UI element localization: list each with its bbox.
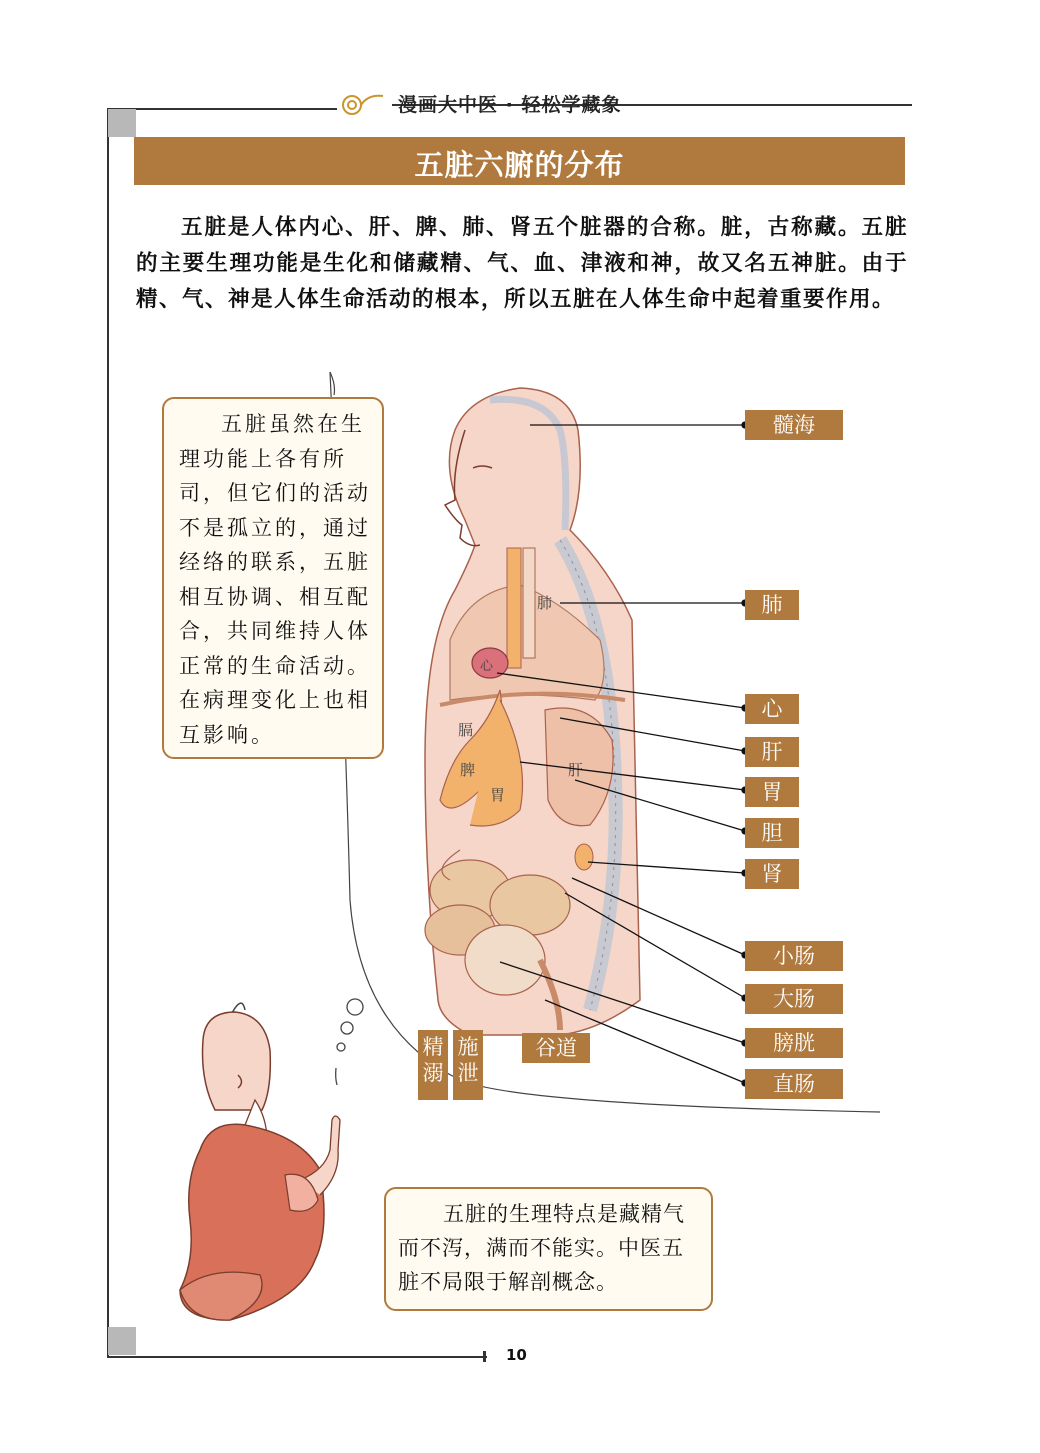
inline-label-liver: 肝 — [568, 761, 584, 779]
inline-label-spleen: 脾 — [460, 761, 476, 779]
callout-bladder: 膀胱 — [745, 1028, 843, 1058]
sage-character-illustration — [180, 1003, 340, 1320]
callout-gallbladder: 胆 — [745, 818, 799, 848]
inline-label-stomach: 胃 — [490, 786, 506, 804]
note-box-left — [162, 397, 384, 759]
note-bottom-text: 五脏的生理特点是藏精气而不泻，满而不能实。中医五脏不局限于解剖概念。 — [398, 1202, 685, 1294]
book-header-title: 漫画大中医 · 轻松学藏象 — [398, 94, 622, 116]
section-title: 五脏六腑的分布 — [414, 148, 625, 182]
label-gudao: 谷道 — [522, 1033, 590, 1063]
note-left-text: 五脏虽然在生理功能上各有所司，但它们的活动不是孤立的，通过经络的联系，五脏相互协调、相互配合，共同维持人体正常的生命活动。在病理变化上也相互影响。 — [179, 412, 371, 747]
callout-stomach: 胃 — [745, 777, 799, 807]
callout-marrow-sea: 髓海 — [745, 410, 843, 440]
callout-large-intestine: 大肠 — [745, 984, 843, 1014]
inline-label-heart: 心 — [480, 659, 494, 674]
callout-heart: 心 — [745, 694, 799, 724]
callout-lung: 肺 — [745, 590, 799, 620]
page-number: 10 — [506, 1346, 527, 1364]
page-number-tick — [483, 1351, 486, 1362]
callout-small-intestine: 小肠 — [745, 941, 843, 971]
label-shixie: 施泄 — [453, 1030, 483, 1100]
callout-kidney: 肾 — [745, 859, 799, 889]
label-jingni: 精溺 — [418, 1030, 448, 1100]
inline-label-lung: 肺 — [537, 594, 553, 612]
note-box-bottom — [384, 1187, 713, 1311]
inline-label-diaphragm: 膈 — [458, 721, 474, 739]
intro-paragraph: 五脏是人体内心、肝、脾、肺、肾五个脏器的合称。脏，古称藏。五脏的主要生理功能是生化和储藏精、气、血、津液和神，故又名五神脏。由于精、气、神是人体生命活动的根本，所以五脏在人体生命中起着重要作用。 — [136, 215, 908, 312]
callout-rectum: 直肠 — [745, 1069, 843, 1099]
callout-liver: 肝 — [745, 737, 799, 767]
